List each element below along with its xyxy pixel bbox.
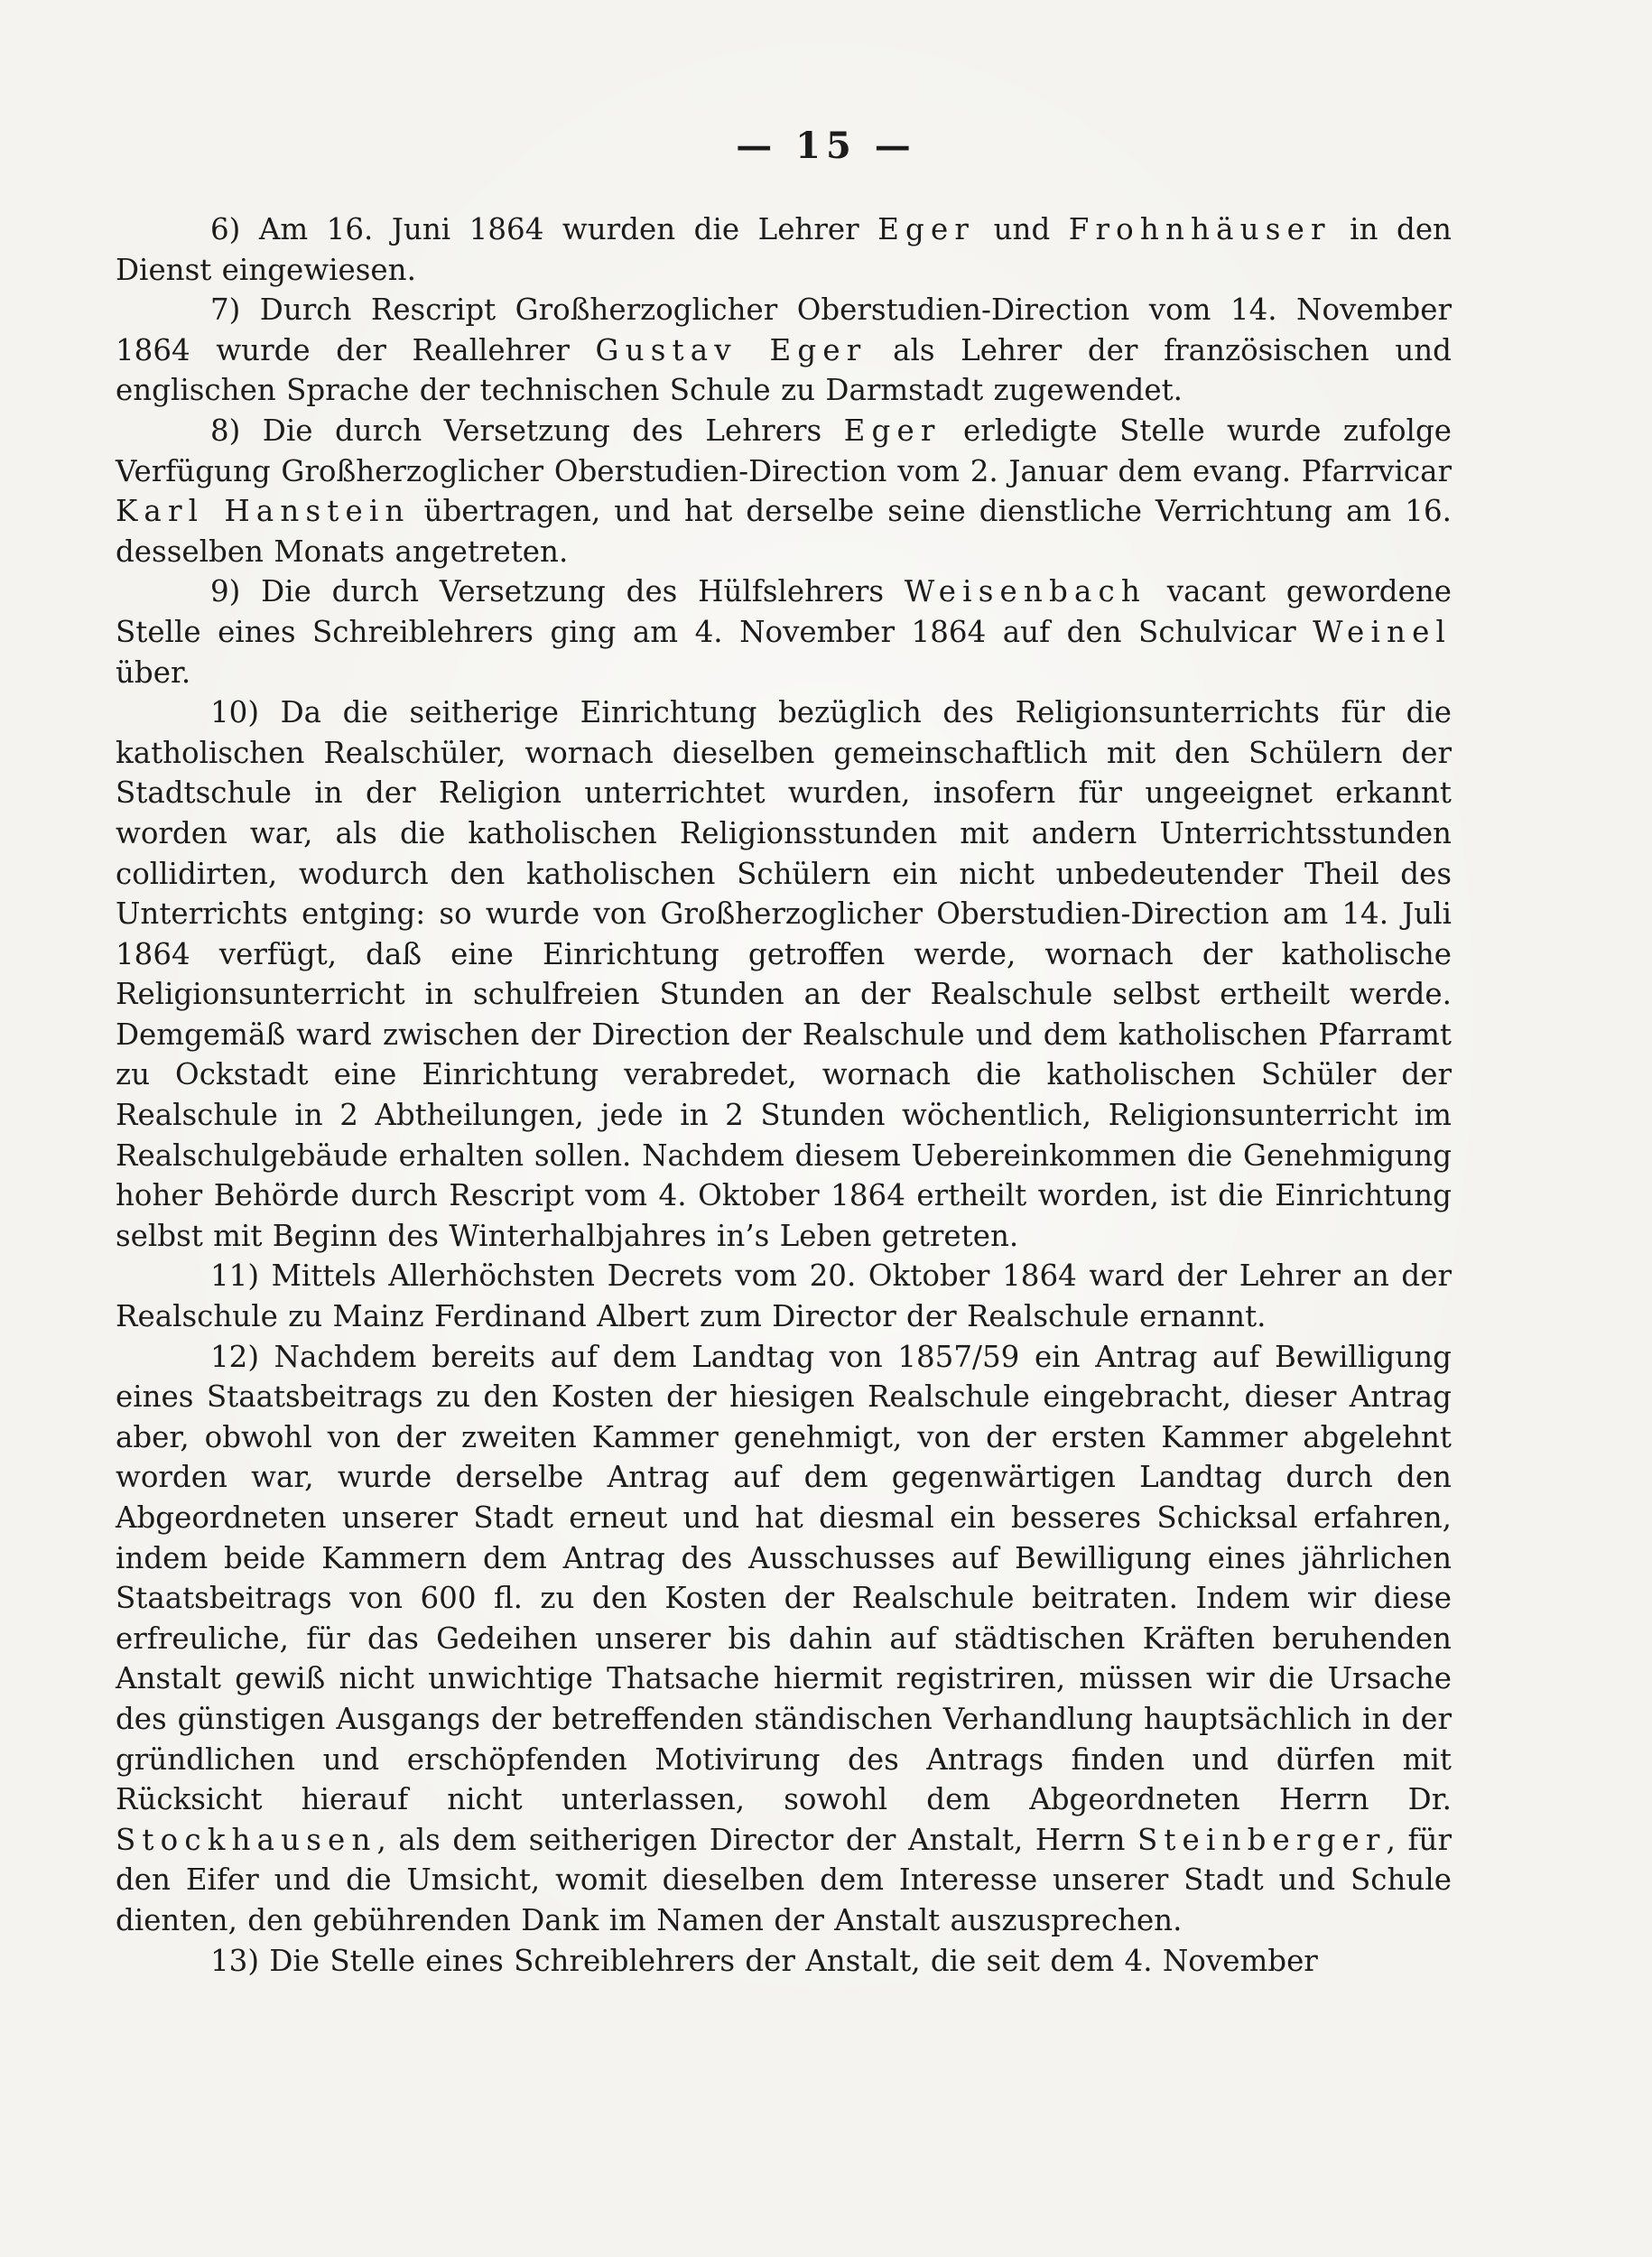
text-segment: 6) Am 16. Juni 1864 wurden die Lehrer xyxy=(210,212,878,246)
spaced-name: Eger xyxy=(843,413,942,448)
spaced-name: Karl Hanstein xyxy=(116,494,411,529)
paragraph-7 xyxy=(116,290,1452,411)
spaced-name: Weisenbach xyxy=(904,574,1146,609)
text-segment: 11) Mittels Allerhöchsten Decrets vom 20. Oktober 1864 ward der Lehrer an der Realschule zu Mainz Ferdinand Albert zum Director der Realschule ernannt. xyxy=(116,1259,1452,1334)
spaced-name: Weinel xyxy=(1313,614,1452,649)
text-segment: , für den Eifer und die Umsicht, womit dieselben dem Interesse unserer Stadt und Schule dienten, den gebührenden Dank im Namen der Anstalt auszusprechen. xyxy=(116,1822,1452,1937)
paragraph-8 xyxy=(116,411,1452,571)
paragraph-11 xyxy=(116,1256,1452,1336)
text-segment: 7) Durch Rescript Großherzoglicher Oberstudien-Direction vom 14. November 1864 wurde der Reallehrer xyxy=(116,293,1452,367)
text-segment: vacant gewordene Stelle eines Schreiblehrers ging am 4. November 1864 auf den Schulvicar xyxy=(116,574,1452,649)
text-segment: 12) Nachdem bereits auf dem Landtag von 1857/59 ein Antrag auf Bewilligung eines Staatsbeitrags zu den Kosten der hiesigen Realschule eingebracht, dieser Antrag aber, obwohl von der zweiten Kammer genehmigt, von der ersten Kammer abgelehnt worden war, wurde derselbe Antrag auf dem gegenwärtigen Landtag durch den Abgeordneten unserer Stadt erneut und hat diesmal ein besseres Schicksal erfahren, indem beide Kammern dem Antrag des Ausschusses auf Bewilligung eines jährlichen Staatsbeitrags von 600 fl. zu den Kosten der Realschule beitraten. Indem wir diese erfreuliche, für das Gedeihen unserer bis dahin auf städtischen Kräften beruhenden Anstalt gewiß nicht unwichtige Thatsache hiermit registriren, müssen wir die Ursache des günstigen Ausgangs der betreffenden ständischen Verhandlung hauptsächlich in der gründlichen und erschöpfenden Motivirung des Antrags finden und dürfen mit Rücksicht hierauf nicht unterlassen, sowohl dem Abgeordneten Herrn Dr. xyxy=(116,1339,1452,1817)
text-segment: 10) Da die seitherige Einrichtung bezüglich des Religionsunterrichts für die katholischen Realschüler, wornach dieselben gemeinschaftlich mit den Schülern der Stadtschule in der Religion unterrichtet wurden, insofern für ungeeignet erkannt worden war, als die katholischen Religionsstunden mit andern Unterrichtsstunden collidirten, wodurch den katholischen Schülern ein nicht unbedeutender Theil des Unterrichts entging: so wurde von Großherzoglicher Oberstudien-Direction am 14. Juli 1864 verfügt, daß eine Einrichtung getroffen werde, wornach der katholische Religionsunterricht in schulfreien Stunden an der Realschule selbst ertheilt werde. Demgemäß ward zwischen der Direction der Realschule und dem katholischen Pfarramt zu Ockstadt eine Einrichtung verabredet, wornach die katholischen Schüler der Realschule in 2 Abtheilungen, jede in 2 Stunden wöchentlich, Religionsunterricht im Realschulgebäude erhalten sollen. Nachdem diesem Uebereinkommen die Genehmigung hoher Behörde durch Rescript vom 4. Oktober 1864 ertheilt worden, ist die Einrichtung selbst mit Beginn des Winterhalbjahres in’s Leben getreten. xyxy=(116,695,1452,1253)
spaced-name: Steinberger xyxy=(1137,1822,1387,1857)
text-segment: erledigte Stelle wurde zufolge Verfügung Großherzoglicher Oberstudien-Direction vom 2. Januar dem evang. Pfarrvicar xyxy=(116,413,1452,488)
paragraph-12 xyxy=(116,1337,1452,1941)
text-segment: über. xyxy=(116,655,191,690)
text-segment: und xyxy=(975,212,1069,246)
spaced-name: Frohnhäuser xyxy=(1068,212,1332,246)
text-segment: in den Dienst eingewiesen. xyxy=(116,212,1452,287)
text-segment: 13) Die Stelle eines Schreiblehrers der Anstalt, die seit dem 4. November xyxy=(210,1943,1318,1978)
body-text xyxy=(116,209,1452,1981)
spaced-name: Eger xyxy=(877,212,976,246)
paragraph-10 xyxy=(116,692,1452,1256)
text-segment: 8) Die durch Versetzung des Lehrers xyxy=(210,413,844,448)
paragraph-13 xyxy=(116,1941,1452,1982)
spaced-name: Gustav Eger xyxy=(595,332,868,367)
paragraph-6 xyxy=(116,209,1452,290)
text-segment: übertragen, und hat derselbe seine dienstliche Verrichtung am 16. desselben Monats angetreten. xyxy=(116,494,1452,569)
text-segment: , als dem seitherigen Director der Anstalt, Herrn xyxy=(376,1822,1137,1857)
spaced-name: Stockhausen xyxy=(116,1822,377,1857)
page-number: — 15 — xyxy=(736,125,916,167)
text-segment: als Lehrer der französischen und englischen Sprache der technischen Schule zu Darmstadt zugewendet. xyxy=(116,332,1452,408)
paragraph-9 xyxy=(116,571,1452,692)
text-segment: 9) Die durch Versetzung des Hülfslehrers xyxy=(210,574,905,609)
